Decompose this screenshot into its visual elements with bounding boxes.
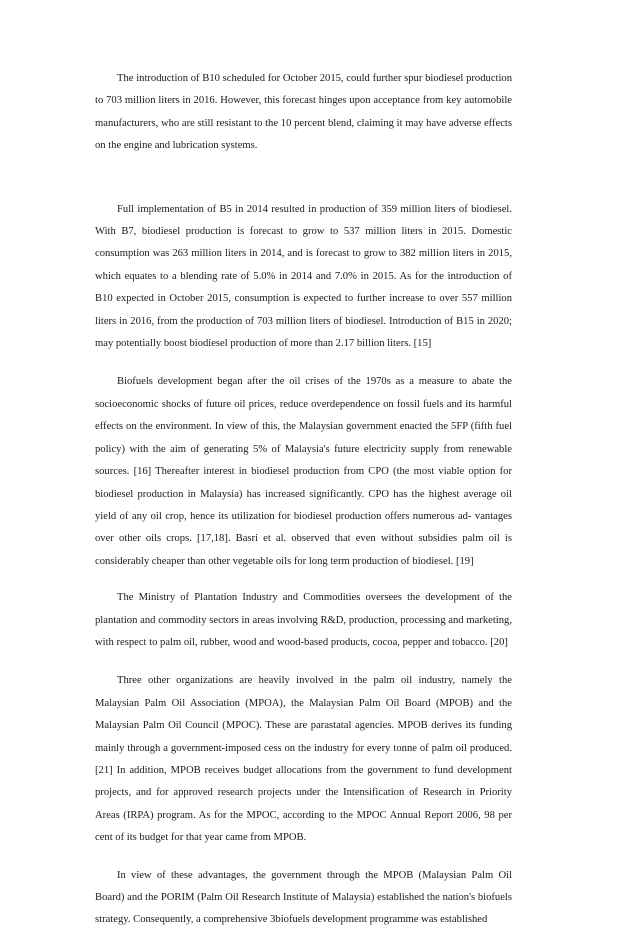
- paragraph-biofuels-development: Biofuels development began after the oil crises of the 1970s as a measure to abate the socioeconomic shocks of future oil prices, reduce overdependence on fossil fuels and its harmful effects on the environment. In view of this, the Malaysian government enacted the 5FP (fifth fuel policy) with the aim of generating 5% of Malaysia's future electricity supply from renewable sources. [16] Thereafter interest in biodiesel production from CPO (the most viable option for biodiesel production in Malaysia) has increased significantly. CPO has the highest average oil yield of any oil crop, hence its utilization for biodiesel production offers numerous ad- vantages over other oils crops. [17,18]. Basri et al. observed that even without subsidies palm oil is considerably cheaper than other vegetable oils for long term production of biodiesel. [19]: [95, 376, 512, 567]
- paragraph-b5-implementation: Full implementation of B5 in 2014 resulted in production of 359 million liters of biodiesel. With B7, biodiesel production is forecast to grow to 537 million liters in 2015. Domestic consumption was 263 million liters in 2014, and is forecast to grow to 382 million liters in 2015, which equates to a blending rate of 5.0% in 2014 and 7.0% in 2015. As for the introduction of B10 expected in October 2015, consumption is expected to further increase to over 557 million liters in 2016, from the production of 703 million liters of biodiesel. Introduction of B15 in 2020; may potentially boost biodiesel production of more than 2.17 billion liters. [15]: [95, 203, 512, 350]
- paragraph-ministry-plantation: The Ministry of Plantation Industry and Commodities oversees the development of the plantation and commodity sectors in areas involving R&D, production, processing and marketing, with respect to palm oil, rubber, wood and wood-based products, cocoa, pepper and tobacco. [20]: [95, 592, 512, 648]
- document-page: [95, 68, 512, 932]
- paragraph-b10-introduction: The introduction of B10 scheduled for October 2015, could further spur biodiesel production to 703 million liters in 2016. However, this forecast hinges upon acceptance from key automobile manufacturers, who are still resistant to the 10 percent blend, claiming it may have adverse effects on the engine and lubrication systems.: [95, 73, 512, 152]
- paragraph-biofuels-strategy: In view of these advantages, the government through the MPOB (Malaysian Palm Oil Board) and the PORIM (Palm Oil Research Institute of Malaysia) established the nation's biofuels strategy. Consequently, a comprehensive 3biofuels development programme was established: [95, 869, 512, 926]
- paragraph-palm-oil-organizations: Three other organizations are heavily involved in the palm oil industry, namely the Malaysian Palm Oil Association (MPOA), the Malaysian Palm Oil Board (MPOB) and the Malaysian Palm Oil Council (MPOC). These are parastatal agencies. MPOB derives its funding mainly through a government-imposed cess on the industry for every tonne of palm oil produced. [21] In addition, MPOB receives budget allocations from the government to fund development projects, and for approved research projects under the Intensification of Research in Priority Areas (IRPA) program. As for the MPOC, according to the MPOC Annual Report 2006, 98 per cent of its budget for that year came from MPOB.: [95, 675, 512, 844]
